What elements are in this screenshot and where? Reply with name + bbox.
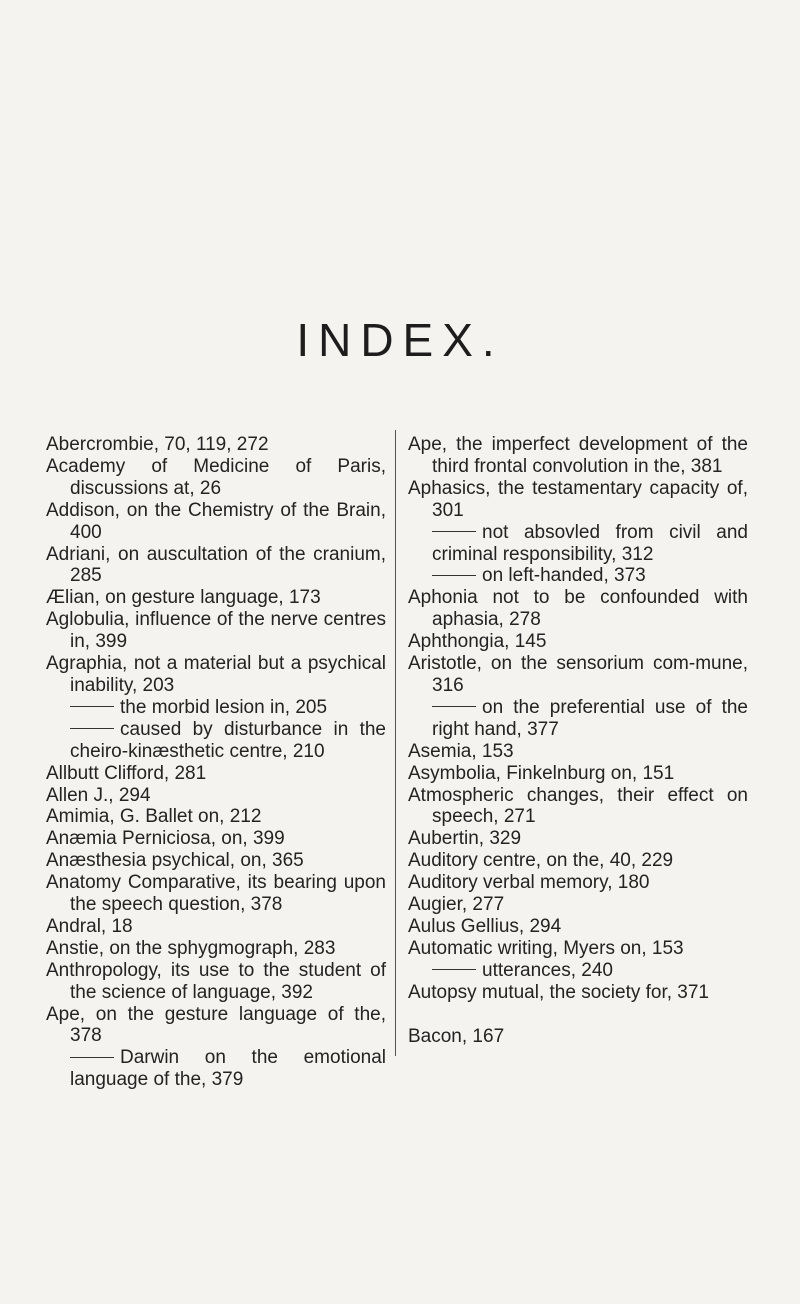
index-entry: Allen J., 294 [46,784,151,806]
ditto-dash [432,706,476,707]
index-entry: Aglobulia, influence of the nerve centres in, 399 [46,609,386,653]
index-entry: Aphthongia, 145 [408,631,547,653]
index-entry: Asemia, 153 [408,740,514,762]
index-entry: Academy of Medicine of Paris, discussions at, 26 [46,455,386,499]
index-entry: Auditory verbal memory, 180 [408,872,650,894]
ditto-dash [432,575,476,576]
index-subentry: caused by disturbance in the cheiro-kinæsthetic centre, 210 [70,718,386,762]
index-entry: Andral, 18 [46,915,133,937]
column-divider [395,430,396,1056]
ditto-dash [70,706,114,707]
index-entry: Anæmia Perniciosa, on, 399 [46,828,285,850]
index-entry: Automatic writing, Myers on, 153 [408,937,684,959]
index-entry: Ælian, on gesture language, 173 [46,587,321,609]
index-subentry: on left-handed, 373 [408,565,748,587]
index-entry: Aphasics, the testamentary capacity of, 301 [408,477,748,521]
index-entry: Anatomy Comparative, its bearing upon the speech question, 378 [46,872,386,916]
ditto-dash [432,531,476,532]
index-column-right [408,434,748,1047]
index-entry: Aulus Gellius, 294 [408,915,562,937]
index-entry: Atmospheric changes, their effect on speech, 271 [408,784,748,828]
index-subentry: the morbid lesion in, 205 [46,697,386,719]
index-subentry: not absovled from civil and criminal responsibility, 312 [432,521,748,565]
index-entry: Adriani, on auscultation of the cranium, 285 [46,543,386,587]
index-entry: Aristotle, on the sensorium com-mune, 316 [408,653,748,696]
index-entry: Amimia, G. Ballet on, 212 [46,806,262,828]
index-subentry: utterances, 240 [408,960,748,982]
index-entry: Allbutt Clifford, 281 [46,762,207,784]
index-entry: Anæsthesia psychical, on, 365 [46,850,304,872]
index-entry: Asymbolia, Finkelnburg on, 151 [408,762,675,784]
index-entry: Agraphia, not a material but a psychical inability, 203 [46,653,386,696]
index-entry: Abercrombie, 70, 119, 272 [46,434,269,455]
ditto-dash [70,1057,114,1058]
index-entry: Ape, the imperfect development of the third frontal convolution in the, 381 [408,434,748,477]
index-entry: Autopsy mutual, the society for, 371 [408,981,710,1003]
ditto-dash [70,728,114,729]
index-entry: Addison, on the Chemistry of the Brain, 400 [46,499,386,543]
ditto-dash [432,969,476,970]
index-entry: Anstie, on the sphygmograph, 283 [46,937,336,959]
index-subentry: Darwin on the emotional language of the, 379 [70,1047,386,1091]
index-entry: Ape, on the gesture language of the, 378 [46,1003,386,1047]
index-entry: Aphonia not to be confounded with aphasia, 278 [408,587,748,631]
index-entry: Bacon, 167 [408,1025,505,1047]
index-entry: Anthropology, its use to the student of the science of language, 392 [46,959,386,1003]
page-title: INDEX. [296,314,504,366]
index-column-left [46,434,386,1091]
index-entry: Aubertin, 329 [408,828,522,850]
index-entry: Auditory centre, on the, 40, 229 [408,850,674,872]
index-entry: Augier, 277 [408,894,505,916]
index-subentry: on the preferential use of the right hand, 377 [432,696,748,740]
